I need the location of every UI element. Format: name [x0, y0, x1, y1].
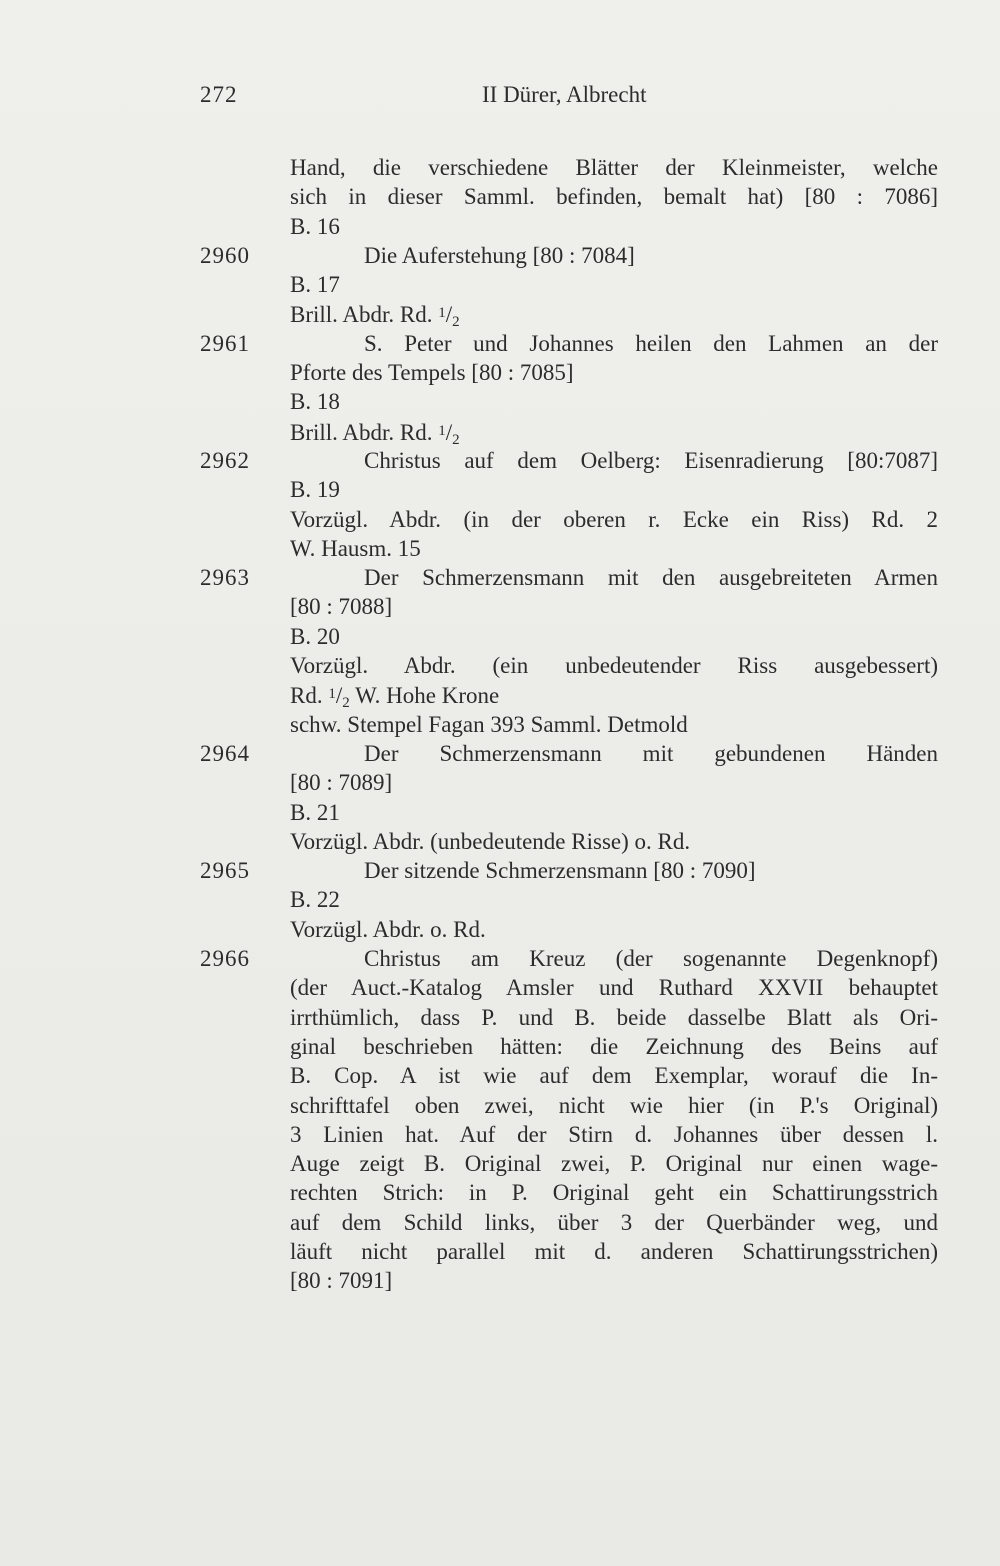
text-line [0, 329, 1000, 358]
text-line [0, 563, 1000, 592]
entry-detail [290, 622, 938, 651]
entry-detail [290, 915, 938, 944]
entry-detail [290, 827, 938, 856]
entry-number: 2960 [200, 242, 250, 268]
page-number: 272 [200, 82, 238, 107]
entry-number: 2963 [200, 565, 250, 591]
text-line [0, 1003, 1000, 1032]
text-line [0, 1061, 1000, 1090]
entry-detail [290, 885, 938, 914]
text-line [0, 856, 1000, 885]
line-text: sich in dieser Samml. befinden, bemalt hat) [80 : 7086] [290, 184, 938, 210]
entry-detail [290, 270, 938, 299]
line-text: B. 16 [290, 213, 340, 239]
line-text: [80 : 7088] [290, 594, 393, 620]
text-line [0, 680, 1000, 712]
entry-detail [290, 798, 938, 827]
text-line [0, 1178, 1000, 1207]
entry-detail [290, 475, 938, 504]
line-text: Vorzügl. Abdr. (ein unbedeutender Riss ausgebessert) [290, 653, 938, 679]
line-text: Christus auf dem Oelberg: Eisenradierung [80:7087] [364, 447, 938, 473]
text-line [0, 446, 1000, 475]
fraction-slash: / [335, 683, 343, 709]
text-line [0, 622, 1000, 651]
text-line [0, 944, 1000, 973]
entry-title [364, 241, 938, 270]
text-line [0, 592, 1000, 621]
entry-detail [290, 1266, 938, 1295]
text-line [0, 241, 1000, 270]
fraction-denominator: 2 [342, 695, 350, 712]
entry-number: 2966 [200, 946, 250, 972]
entry-detail [290, 387, 938, 416]
text-line [0, 387, 1000, 416]
line-text: Die Auferstehung [80 : 7084] [364, 242, 635, 268]
entry-detail [290, 1003, 938, 1032]
fraction-numerator: 1 [328, 686, 336, 703]
text-line [0, 212, 1000, 241]
line-text: [80 : 7091] [290, 1268, 393, 1294]
line-text: B. 17 [290, 272, 340, 298]
page-header [0, 82, 1000, 116]
line-text-after-fraction: W. Hohe Krone [349, 683, 500, 709]
text-line [0, 182, 1000, 211]
entry-number: 2961 [200, 330, 250, 356]
line-text: Christus am Kreuz (der sogenannte Degenknopf) [364, 946, 938, 972]
text-line [0, 1208, 1000, 1237]
fraction-numerator: 1 [438, 422, 446, 439]
entry-detail [290, 1208, 938, 1237]
text-line [0, 1032, 1000, 1061]
entry-detail [290, 1091, 938, 1120]
entry-number: 2965 [200, 858, 250, 884]
text-line [0, 534, 1000, 563]
line-text: B. 19 [290, 477, 340, 503]
line-text: W. Hausm. 15 [290, 535, 421, 561]
entry-detail [290, 534, 938, 563]
line-text: B. 22 [290, 887, 340, 913]
line-text: (der Auct.-Katalog Amsler und Ruthard XXVII behauptet [290, 975, 938, 1001]
fraction-slash: / [445, 302, 453, 328]
catalog-entries [0, 153, 1000, 1296]
line-text: Brill. Abdr. Rd. [290, 419, 433, 445]
entry-detail [290, 505, 938, 534]
entry-detail [290, 182, 938, 211]
line-text: 3 Linien hat. Auf der Stirn d. Johannes über dessen l. [290, 1121, 938, 1147]
entry-detail [290, 358, 938, 387]
text-line [0, 270, 1000, 299]
entry-detail [290, 1237, 938, 1266]
entry-number: 2962 [200, 447, 250, 473]
text-line [0, 1091, 1000, 1120]
entry-detail [290, 1032, 938, 1061]
line-text: S. Peter und Johannes heilen den Lahmen an der [364, 330, 938, 356]
entry-detail [290, 651, 938, 680]
line-text: Rd. [290, 683, 323, 709]
line-text: B. 21 [290, 799, 340, 825]
entry-detail [290, 212, 938, 241]
entry-detail [290, 153, 938, 182]
text-line [0, 798, 1000, 827]
line-text: schrifttafel oben zwei, nicht wie hier (in P.'s Original) [290, 1092, 938, 1118]
line-text: irrthümlich, dass P. und B. beide dasselbe Blatt als Ori- [290, 1004, 938, 1030]
entry-detail [290, 710, 938, 739]
text-line [0, 1266, 1000, 1295]
entry-number: 2964 [200, 740, 250, 766]
text-line [0, 1237, 1000, 1266]
fraction-numerator: 1 [438, 305, 446, 322]
entry-detail [290, 1061, 938, 1090]
text-line [0, 153, 1000, 182]
text-line [0, 827, 1000, 856]
entry-detail [290, 592, 938, 621]
text-line [0, 1120, 1000, 1149]
line-text: Brill. Abdr. Rd. [290, 302, 433, 328]
line-text: Pforte des Tempels [80 : 7085] [290, 360, 574, 386]
line-text: Der Schmerzensmann mit den ausgebreiteten Armen [364, 565, 938, 591]
entry-title [364, 446, 938, 475]
running-title: II Dürer, Albrecht [482, 82, 647, 107]
text-line [0, 973, 1000, 1002]
line-text: Der Schmerzensmann mit gebundenen Händen [364, 740, 938, 766]
line-text: rechten Strich: in P. Original geht ein Schattirungsstrich [290, 1180, 938, 1206]
text-line [0, 885, 1000, 914]
text-line [0, 505, 1000, 534]
entry-title [364, 563, 938, 592]
text-line [0, 915, 1000, 944]
line-text: B. Cop. A ist wie auf dem Exemplar, worauf die In- [290, 1063, 938, 1089]
line-text: schw. Stempel Fagan 393 Samml. Detmold [290, 711, 688, 737]
line-text: ginal beschrieben hätten: die Zeichnung des Beins auf [290, 1033, 938, 1059]
line-text: Vorzügl. Abdr. o. Rd. [290, 916, 486, 942]
fraction-denominator: 2 [452, 431, 460, 448]
line-text: B. 18 [290, 389, 340, 415]
text-line [0, 768, 1000, 797]
line-text: Vorzügl. Abdr. (in der oberen r. Ecke ein Riss) Rd. 2 [290, 506, 938, 532]
line-text: [80 : 7089] [290, 770, 393, 796]
fraction-slash: / [445, 419, 453, 445]
text-line [0, 710, 1000, 739]
text-line [0, 651, 1000, 680]
entry-detail [290, 768, 938, 797]
entry-title [364, 856, 938, 885]
entry-detail [290, 973, 938, 1002]
fraction-denominator: 2 [452, 314, 460, 331]
entry-detail [290, 1120, 938, 1149]
text-line [0, 1149, 1000, 1178]
entry-title [364, 739, 938, 768]
line-text: Vorzügl. Abdr. (unbedeutende Risse) o. Rd. [290, 828, 691, 854]
entry-title [364, 329, 938, 358]
line-text: Hand, die verschiedene Blätter der Kleinmeister, welche [290, 155, 938, 180]
text-line [0, 299, 1000, 331]
line-text: Der sitzende Schmerzensmann [80 : 7090] [364, 858, 756, 884]
line-text: läuft nicht parallel mit d. anderen Schattirungsstrichen) [290, 1238, 938, 1264]
text-line [0, 475, 1000, 504]
entry-detail [290, 1178, 938, 1207]
entry-title [364, 944, 938, 973]
text-line [0, 417, 1000, 446]
text-line [0, 739, 1000, 768]
entry-detail [290, 1149, 938, 1178]
line-text: B. 20 [290, 623, 340, 649]
line-text: auf dem Schild links, über 3 der Querbänder weg, und [290, 1209, 938, 1235]
line-text: Auge zeigt B. Original zwei, P. Original nur einen wage- [290, 1151, 938, 1177]
text-line [0, 358, 1000, 387]
